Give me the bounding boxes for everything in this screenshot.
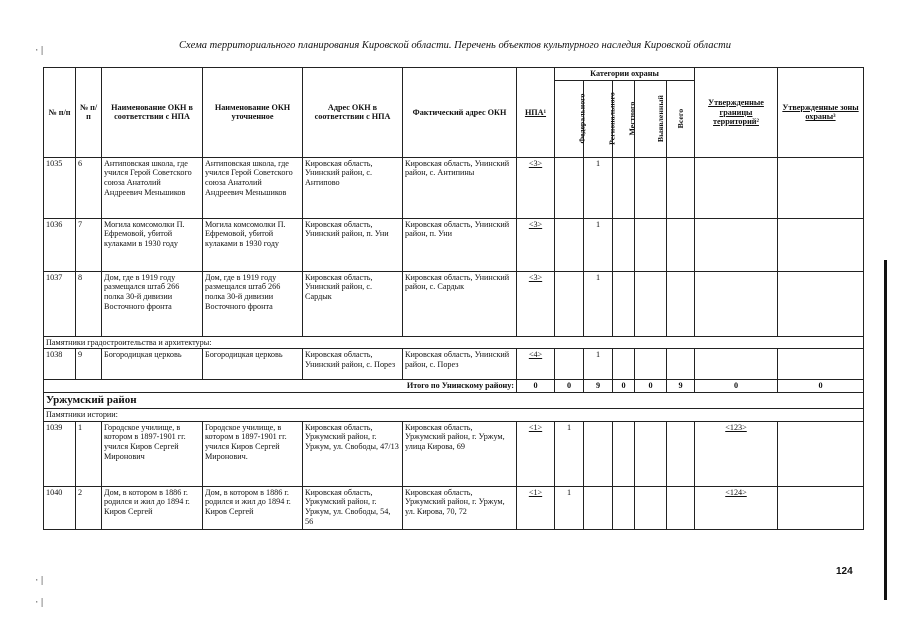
cell-num: 1039	[44, 421, 76, 486]
cell-boundaries	[695, 271, 778, 336]
cell-local	[613, 271, 635, 336]
section-row	[44, 336, 864, 349]
col-header-regional-label: Регионального	[607, 92, 617, 145]
table-row	[44, 218, 864, 271]
cell-name-clarified: Могила комсомолки П. Ефремовой, убитой кулаками в 1930 году	[203, 218, 303, 271]
section-history: Памятники истории:	[44, 408, 864, 421]
cell-address-npa: Кировская область, Унинский район, с. Антипово	[303, 157, 403, 218]
cell-total	[667, 349, 695, 380]
cell-address-actual: Кировская область, Унинский район, с. Антипины	[403, 157, 517, 218]
scan-mark: ·|	[34, 576, 45, 586]
col-header-category-group: Категории охраны	[555, 68, 695, 81]
cell-name-clarified: Богородицкая церковь	[203, 349, 303, 380]
col-header-npa: НПА¹	[517, 68, 555, 158]
total-regional: 9	[584, 380, 613, 393]
cell-identified	[635, 349, 667, 380]
cell-total	[667, 271, 695, 336]
col-header-federal	[555, 80, 587, 157]
col-header-num: № п/п	[44, 68, 76, 158]
total-local: 0	[613, 380, 635, 393]
cell-local	[613, 218, 635, 271]
total-identified: 0	[635, 380, 667, 393]
cell-name-clarified: Городское училище, в котором в 1897-1901 гг. учился Киров Сергей Миронович.	[203, 421, 303, 486]
cell-boundaries	[695, 218, 778, 271]
col-header-zones: Утвержденные зоны охраны³	[778, 68, 864, 158]
cell-address-actual: Кировская область, Уржумский район, г. Уржум, ул. Кирова, 70, 72	[403, 486, 517, 529]
cell-regional	[584, 421, 613, 486]
cell-total	[667, 421, 695, 486]
document-title: Схема территориального планирования Кировской области. Перечень объектов культурного наследия Кировской области	[179, 40, 731, 51]
scan-mark: ·|	[34, 598, 45, 608]
col-header-total-label: Всего	[675, 108, 685, 129]
col-header-num2: № п/п	[76, 68, 102, 158]
col-header-federal-label: Федерального	[577, 93, 587, 144]
total-federal: 0	[555, 380, 584, 393]
cell-total	[667, 486, 695, 529]
cell-identified	[635, 218, 667, 271]
page-number: 124	[836, 566, 853, 577]
table-row	[44, 421, 864, 486]
cell-boundaries	[695, 157, 778, 218]
cell-num2: 8	[76, 271, 102, 336]
cell-regional: 1	[584, 349, 613, 380]
cell-num: 1040	[44, 486, 76, 529]
section-urban-planning: Памятники градостроительства и архитектуры:	[44, 336, 864, 349]
scan-mark: ·|	[34, 46, 45, 56]
cell-num2: 1	[76, 421, 102, 486]
total-total: 9	[667, 380, 695, 393]
cell-identified	[635, 421, 667, 486]
cell-regional: 1	[584, 157, 613, 218]
cell-address-actual: Кировская область, Уржумский район, г. Уржум, улица Кирова, 69	[403, 421, 517, 486]
cell-federal	[555, 271, 584, 336]
cell-zones	[778, 486, 864, 529]
scan-edge-line	[884, 260, 887, 600]
cell-name-clarified: Дом, где в 1919 году размещался штаб 266 полка 30-й дивизии Восточного фронта	[203, 271, 303, 336]
cell-local	[613, 349, 635, 380]
cell-num2: 9	[76, 349, 102, 380]
cell-identified	[635, 486, 667, 529]
cell-boundaries	[695, 349, 778, 380]
cell-total	[667, 218, 695, 271]
cell-address-npa: Кировская область, Уржумский район, г. Уржум, ул. Свободы, 54, 56	[303, 486, 403, 529]
cell-federal: 1	[555, 421, 584, 486]
total-npa: 0	[517, 380, 555, 393]
total-row	[44, 380, 864, 393]
col-header-total	[667, 80, 695, 157]
cell-npa-link[interactable]: <1>	[517, 421, 555, 486]
table-row	[44, 157, 864, 218]
cell-federal	[555, 157, 584, 218]
cell-federal	[555, 349, 584, 380]
cell-name-npa: Богородицкая церковь	[102, 349, 203, 380]
col-header-identified	[635, 80, 667, 157]
cell-identified	[635, 157, 667, 218]
cell-total	[667, 157, 695, 218]
cell-npa-link[interactable]: <1>	[517, 486, 555, 529]
col-header-name-npa: Наименование ОКН в соответствии с НПА	[102, 68, 203, 158]
col-header-identified-label: Выявленный	[655, 94, 665, 142]
cell-regional	[584, 486, 613, 529]
cell-name-npa: Городское училище, в котором в 1897-1901 гг. учился Киров Сергей Миронович	[102, 421, 203, 486]
cell-address-actual: Кировская область, Унинский район, п. Уни	[403, 218, 517, 271]
header-row	[44, 68, 864, 81]
cell-address-npa: Кировская область, Унинский район, п. Уни	[303, 218, 403, 271]
cell-num2: 7	[76, 218, 102, 271]
cell-address-actual: Кировская область, Унинский район, с. Порез	[403, 349, 517, 380]
table-row	[44, 271, 864, 336]
cell-address-npa: Кировская область, Унинский район, с. Порез	[303, 349, 403, 380]
cell-federal: 1	[555, 486, 584, 529]
cell-npa-link[interactable]: <3>	[517, 218, 555, 271]
cell-local	[613, 157, 635, 218]
cell-num2: 2	[76, 486, 102, 529]
cell-zones	[778, 218, 864, 271]
cell-num: 1037	[44, 271, 76, 336]
cell-federal	[555, 218, 584, 271]
okn-table	[43, 67, 864, 530]
cell-regional: 1	[584, 218, 613, 271]
cell-name-npa: Могила комсомолки П. Ефремовой, убитой кулаками в 1930 году	[102, 218, 203, 271]
col-header-address-npa: Адрес ОКН в соответствии с НПА	[303, 68, 403, 158]
total-label: Итого по Унинскому району:	[44, 380, 517, 393]
cell-boundaries-link[interactable]: <123>	[695, 421, 778, 486]
table-row	[44, 349, 864, 380]
district-row	[44, 393, 864, 409]
cell-boundaries-link[interactable]: <124>	[695, 486, 778, 529]
table-row	[44, 486, 864, 529]
cell-name-clarified: Дом, в котором в 1886 г. родился и жил до 1894 г. Киров Сергей	[203, 486, 303, 529]
cell-npa-link[interactable]: <4>	[517, 349, 555, 380]
col-header-regional	[584, 80, 617, 157]
total-zones: 0	[778, 380, 864, 393]
section-row	[44, 408, 864, 421]
cell-local	[613, 486, 635, 529]
cell-zones	[778, 421, 864, 486]
cell-zones	[778, 349, 864, 380]
cell-npa-link[interactable]: <3>	[517, 157, 555, 218]
cell-regional: 1	[584, 271, 613, 336]
cell-address-actual: Кировская область, Унинский район, с. Сардык	[403, 271, 517, 336]
cell-name-npa: Антиповская школа, где учился Герой Советского союза Анатолий Андреевич Меньшиков	[102, 157, 203, 218]
total-boundaries: 0	[695, 380, 778, 393]
cell-zones	[778, 157, 864, 218]
cell-num: 1036	[44, 218, 76, 271]
cell-local	[613, 421, 635, 486]
cell-num: 1035	[44, 157, 76, 218]
cell-address-npa: Кировская область, Унинский район, с. Сардык	[303, 271, 403, 336]
cell-address-npa: Кировская область, Уржумский район, г. Уржум, ул. Свободы, 47/13	[303, 421, 403, 486]
cell-name-clarified: Антиповская школа, где учился Герой Советского союза Анатолий Андреевич Меньшиков	[203, 157, 303, 218]
cell-identified	[635, 271, 667, 336]
col-header-boundaries: Утвержденные границы территорий²	[695, 68, 778, 158]
cell-npa-link[interactable]: <3>	[517, 271, 555, 336]
district-heading: Уржумский район	[44, 393, 864, 409]
cell-num: 1038	[44, 349, 76, 380]
col-header-local-label: Местного	[627, 101, 637, 136]
cell-num2: 6	[76, 157, 102, 218]
col-header-address-actual: Фактический адрес ОКН	[403, 68, 517, 158]
cell-name-npa: Дом, где в 1919 году размещался штаб 266 полка 30-й дивизии Восточного фронта	[102, 271, 203, 336]
col-header-name-clarified: Наименование ОКН уточненное	[203, 68, 303, 158]
cell-zones	[778, 271, 864, 336]
cell-name-npa: Дом, в котором в 1886 г. родился и жил до 1894 г. Киров Сергей	[102, 486, 203, 529]
